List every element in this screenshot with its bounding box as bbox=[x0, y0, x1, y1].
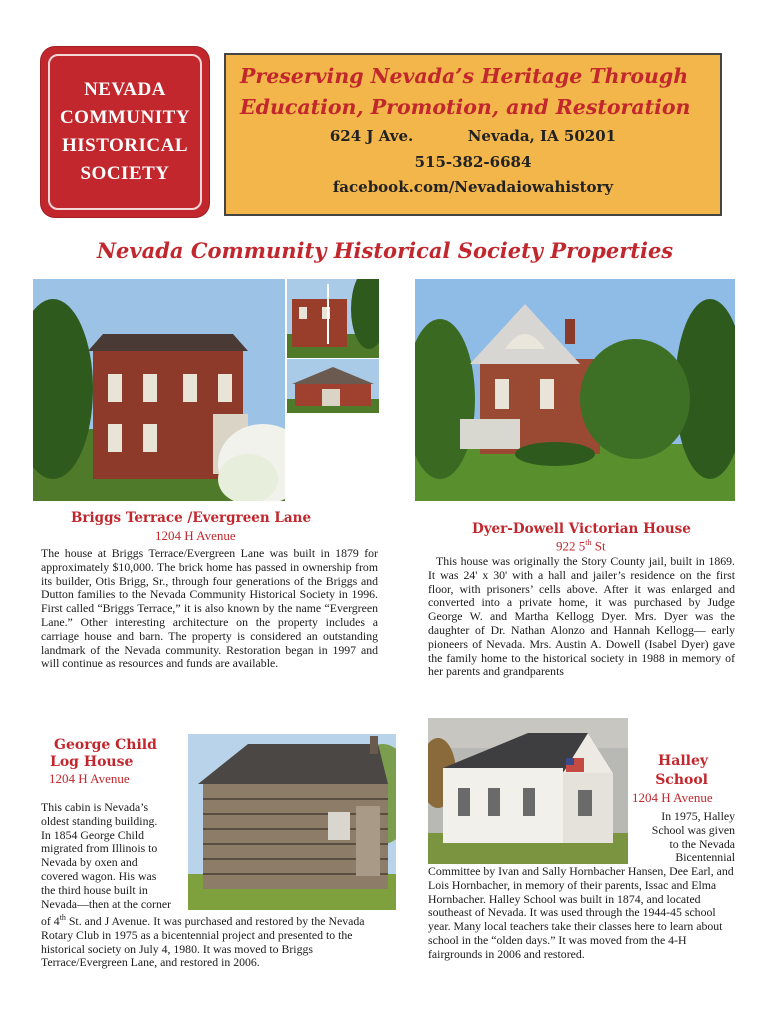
logo-line-4: SOCIETY bbox=[80, 163, 170, 184]
log-house-line-1: This cabin is Nevada’s bbox=[41, 800, 149, 814]
halley-title bbox=[654, 752, 708, 790]
dyer-description: This house was originally the Story County jail, built in 1869. It was 24' x 30' with a hall and jailer’s residence on the first floor, with prisoners’ cells above. After it was enlarged and converted into a private home, it was purchased by Judge George W. and Martha Kellogg Dyer. Mrs. Dyer was the daughter of Dr. Nathan Alonzo and Hannah Kellogg— early pioneers of Nevada. Mrs. Austin A. Dowell (Isabel Dyer) gave the family home to the historical society in 1988 in memory of her parents and grandparents bbox=[428, 554, 735, 679]
address-street: 624 J Ave. bbox=[329, 127, 414, 145]
briggs-barn-photo bbox=[287, 359, 379, 413]
logo-line-1: NEVADA bbox=[84, 79, 166, 100]
dyer-dowell-house-photo bbox=[415, 279, 735, 501]
halley-school-photo bbox=[428, 718, 628, 864]
address-city: Nevada, IA 50201 bbox=[467, 127, 617, 145]
dyer-address-rest: St bbox=[591, 538, 606, 554]
log-house-line-8: Nevada—then at the corner bbox=[41, 896, 172, 911]
tagline-line-1: Preserving Nevada’s Heritage Through bbox=[240, 64, 689, 88]
log-house-line-2: oldest standing building. bbox=[41, 813, 158, 828]
halley-line-4: Bicentennial bbox=[675, 850, 735, 865]
log-house-description-wrap bbox=[41, 801, 186, 911]
log-house-title-line-1: George Child bbox=[54, 737, 157, 753]
log-house-line-3: In 1854 George Child bbox=[41, 827, 144, 842]
logo-frame bbox=[48, 54, 202, 210]
log-house-line-6: covered wagon. His was bbox=[41, 868, 157, 883]
society-logo bbox=[41, 47, 209, 217]
briggs-address: 1204 H Avenue bbox=[155, 528, 236, 543]
dyer-address-sup: th bbox=[585, 538, 592, 547]
log-house-photo bbox=[188, 734, 396, 910]
log-house-title bbox=[50, 737, 157, 771]
dyer-title: Dyer-Dowell Victorian House bbox=[472, 521, 691, 537]
log-house-line-7: the third house built in bbox=[41, 882, 148, 897]
dyer-address bbox=[556, 538, 606, 554]
halley-line-3: to the Nevada bbox=[669, 836, 735, 851]
briggs-title: Briggs Terrace /Evergreen Lane bbox=[71, 510, 312, 526]
log-house-title-line-2: Log House bbox=[50, 754, 134, 770]
header-box bbox=[224, 53, 722, 216]
dyer-address-num: 922 5 bbox=[556, 538, 586, 554]
logo-line-3: HISTORICAL bbox=[61, 135, 189, 156]
log-house-description-rest bbox=[41, 911, 398, 970]
log-house-text-rest: St. and J Avenue. It was purchased and restored by the Nevada Rotary Club in 1975 as a bicentennial project and presented to the historical society on July 4, 1980. It was moved to Briggs Terrace/Evergreen Lane, and restored in 2006. bbox=[41, 913, 365, 970]
briggs-carriage-house-photo bbox=[287, 279, 379, 358]
halley-title-line-1: Halley bbox=[658, 753, 708, 769]
facebook-link[interactable]: facebook.com/Nevadaiowahistory bbox=[332, 178, 614, 196]
phone-number: 515-382-6684 bbox=[414, 153, 532, 171]
page-title: Nevada Community Historical Society Properties bbox=[96, 238, 674, 263]
halley-line-1: In 1975, Halley bbox=[661, 809, 735, 823]
briggs-terrace-photo bbox=[33, 279, 285, 501]
halley-description-wrap bbox=[632, 810, 735, 865]
log-house-address: 1204 H Avenue bbox=[49, 771, 130, 786]
logo-line-2: COMMUNITY bbox=[59, 107, 191, 128]
halley-description-rest: Committee by Ivan and Sally Hornbacher Hansen, Dee Earl, and Lois Hornbacher, in memory of their parents, Issac and Elma Hornbacher. Halley School was built in 1874, and located southeast of Nevada. It was used through the 1944-45 school year. Many local teachers take their classes here to learn about school in the “olden days.” It was moved from the 4-H fairgrounds in 2006 and restored. bbox=[428, 864, 734, 961]
tagline-line-2: Education, Promotion, and Restoration bbox=[240, 95, 691, 119]
log-house-line-4: migrated from Illinois to bbox=[41, 841, 158, 856]
log-house-text-of: of 4 bbox=[41, 913, 60, 928]
log-house-line-5: Nevada by oxen and bbox=[41, 855, 138, 870]
halley-line-2: School was given bbox=[651, 822, 735, 837]
log-house-text-sup: th bbox=[59, 913, 66, 922]
halley-title-line-2: School bbox=[655, 772, 708, 788]
halley-address: 1204 H Avenue bbox=[632, 790, 713, 805]
address-line bbox=[226, 127, 720, 145]
briggs-description: The house at Briggs Terrace/Evergreen Lane was built in 1879 for approximately $10,000. The brick home has passed in ownership from its builder, Otis Brigg, Sr., through four generations of the Briggs and Dutton families to the Nevada Community Historical Society in 1996. First called “Briggs Terrace,” it is also known by the name “Evergreen Lane.” Other interesting architecture on the property includes a carriage house and barn. The property is considered an outstanding landmark of the Nevada community. Restoration began in 1997 and will continue as resources and funds are available. bbox=[41, 546, 378, 671]
